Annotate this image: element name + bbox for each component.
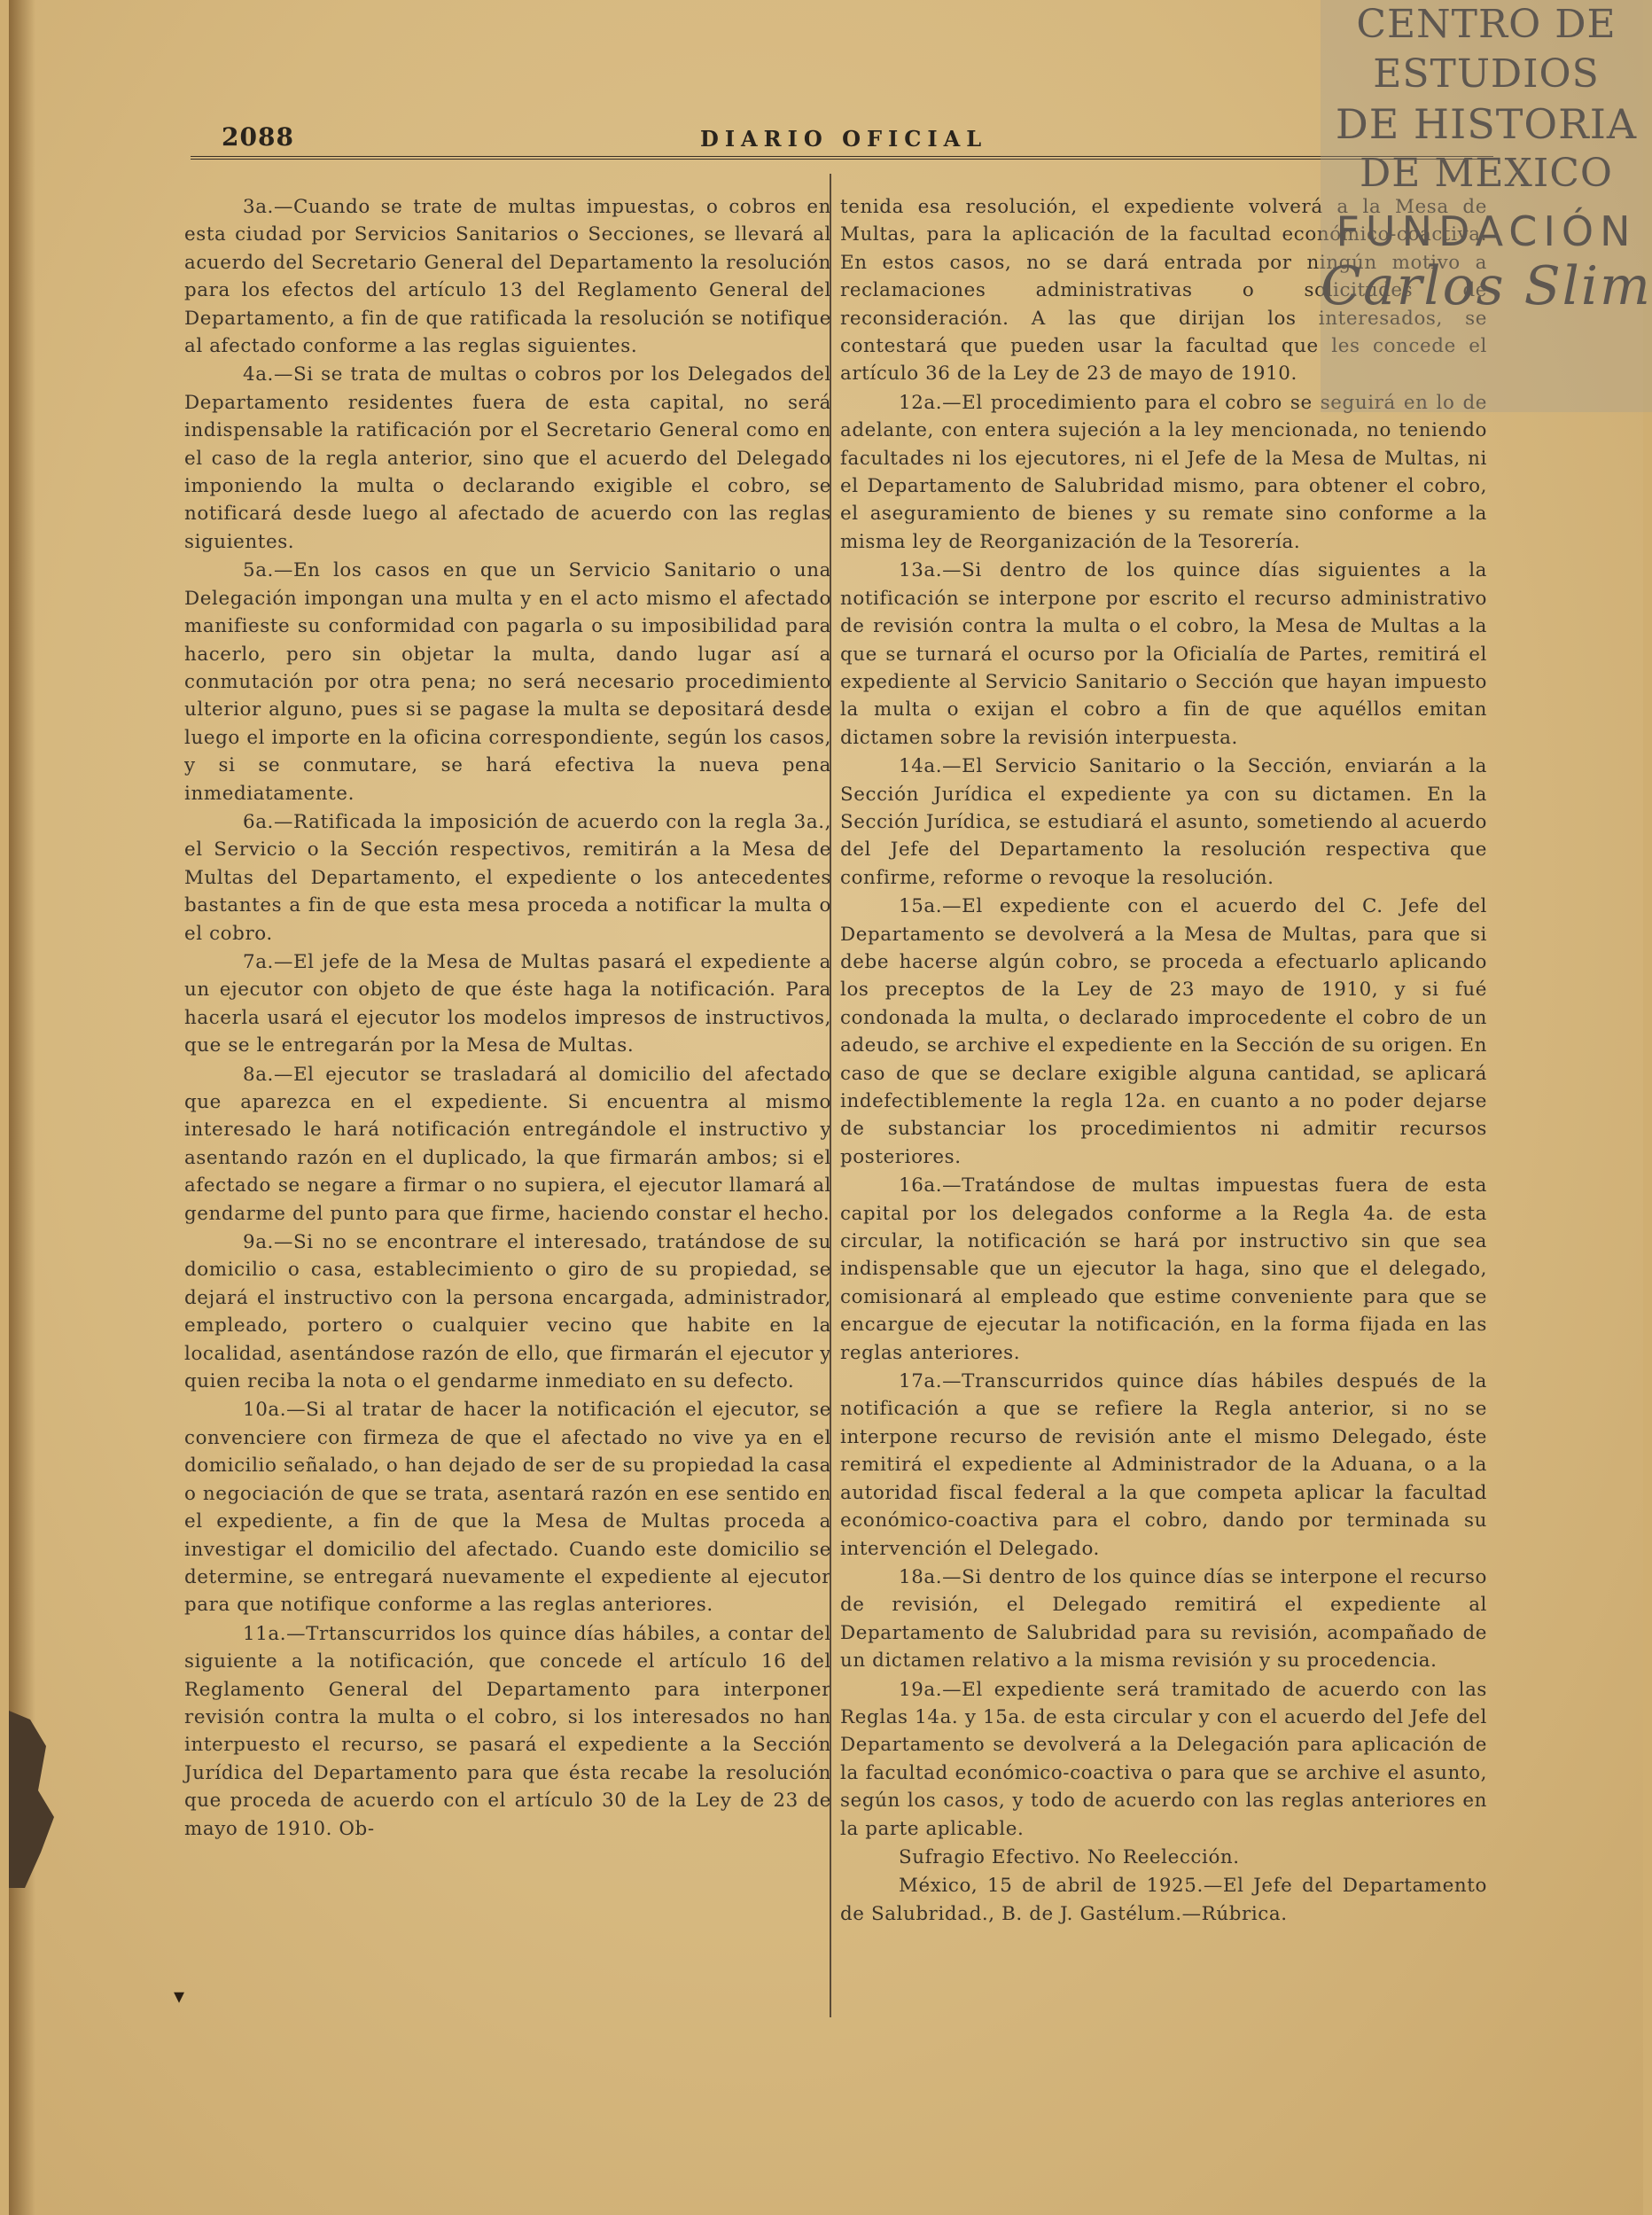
watermark-line: ESTUDIOS [1373,51,1600,97]
column-divider [830,174,831,2017]
watermark-foundation: FUNDACIÓN [1336,207,1637,255]
page-header [222,117,1507,161]
rule-paragraph: tenida esa resolución, el expediente volverá a la Mesa de Multas, para la aplicación de la facultad económico-coactiva. En estos casos, no se dará entrada por ningún motivo a reclamaciones administrativas o solicitudes de reconsideración. A las que dirijan los interesados, se contestará que pueden usar la facultad que les concede el artículo 36 de la Ley de 23 de mayo de 1910. [840,196,1487,386]
left-column [184,193,831,1844]
rule-paragraph: 17a.—Transcurridos quince días hábiles después de la notificación a que se refiere la Regla anterior, si no se interpone recurso de revisión ante el mismo Delegado, éste remitirá el expediente al Administrador de la Aduana, o a la autoridad fiscal federal a la que competa aplicar la facultad económico-coactiva para el cobro, dando por terminada su intervención el Delegado. [840,1370,1487,1560]
header-rule [191,156,1493,160]
rule-paragraph: 18a.—Si dentro de los quince días se interpone el recurso de revisión, el Delegado remitirá el expediente al Departamento de Salubridad para su revisión, acompañado de un dictamen relativo a la misma revisión y su procedencia. [840,1565,1487,1673]
rule-paragraph: 11a.—Trtanscurridos los quince días hábiles, a contar del siguiente a la notificación, que concede el artículo 16 del Reglamento General del Departamento para interponer revisión contra la multa o el cobro, si los interesados no han interpuesto el recurso, se pasará el expediente a la Sección Jurídica del Departamento para que ésta recabe la resolución que proceda de acuerdo con el artículo 30 de la Ley de 23 de mayo de 1910. Ob- [184,1622,831,1840]
watermark-line: DE HISTORIA [1335,100,1638,148]
rule-paragraph: 8a.—El ejecutor se trasladará al domicilio del afectado que aparezca en el expediente. Si encuentra al mismo interesado le hará notificación entregándole el instructivo y asentando razón en el duplicado, la que firmarán ambos; si el afectado se negare a firmar o no supiera, el ejecutor llamará al gendarme del punto para que firme, haciendo constar el hecho. [184,1063,831,1225]
signature-line: México, 15 de abril de 1925.—El Jefe del Departamento de Salubridad., B. de J. Gastélum.—Rúbrica. [840,1875,1487,1925]
rule-paragraph: 14a.—El Servicio Sanitario o la Sección, enviarán a la Sección Jurídica el expediente ya con su dictamen. En la Sección Jurídica, se estudiará el asunto, sometiendo al acuerdo del Jefe del Departamento la resolución respectiva que confirme, reforme o revoque la resolución. [840,755,1487,889]
rule-paragraph: 16a.—Tratándose de multas impuestas fuera de esta capital por los delegados conforme a la Regla 4a. de esta circular, la notificación se hará por instructivo sin que sea indispensable que un ejecutor la haga, sino que el delegado, comisionará al empleado que estime conveniente para que se encargue de ejecutar la notificación, en la forma fijada en las reglas anteriores. [840,1174,1487,1364]
rule-paragraph: 6a.—Ratificada la imposición de acuerdo con la regla 3a., el Servicio o la Sección respectivos, remitirán a la Mesa de Multas del Departamento, el expediente o los antecedentes bastantes a fin de que esta mesa proceda a notificar la multa o el cobro. [184,810,831,945]
rule-paragraph: 5a.—En los casos en que un Servicio Sanitario o una Delegación impongan una multa y en el acto mismo el afectado manifieste su conformidad con pagarla o su imposibilidad para hacerlo, pero sin objetar la multa, dando lugar así a conmutación por otra pena; no será necesario procedimiento ulterior alguno, pues si se pagase la multa se depositará desde luego el importe en la oficina correspondiente, según los casos, y si se conmutare, se hará efectiva la nueva pena inmediatamente. [184,559,831,805]
rule-paragraph: 13a.—Si dentro de los quince días siguientes a la notificación se interpone por escrito el recurso administrativo de revisión contra la multa o el cobro, la Mesa de Multas a la que se turnará el ocurso por la Oficialía de Partes, remitirá el expediente al Servicio Sanitario o Sección que hayan impuesto la multa o exijan el cobro a fin de que aquéllos emitan dictamen sobre la revisión interpuesta. [840,559,1487,749]
rule-paragraph: 15a.—El expediente con el acuerdo del C. Jefe del Departamento se devolverá a la Mesa de Multas, para que si debe hacerse algún cobro, se proceda a efectuarlo aplicando los preceptos de la Ley de 23 mayo de 1910, y si fué condonada la multa, o declarado improcedente el cobro de un adeudo, se archive el expediente en la Sección de su origen. En caso de que se declare exigible alguna cantidad, se aplicará indefectiblemente la regla 12a. en cuanto a no poder dejarse de substanciar los procedimientos ni admitir recursos posteriores. [840,895,1487,1168]
rule-paragraph: 12a.—El procedimiento para el cobro se seguirá en lo de adelante, con entera sujeción a la ley mencionada, no teniendo facultades ni los ejecutores, ni el Jefe de la Mesa de Multas, ni el Departamento de Salubridad mismo, para obtener el cobro, el aseguramiento de bienes y su remate sino conforme a la misma ley de Reorganización de la Tesorería. [840,391,1487,553]
watermark-signature: Carlos Slim [1321,255,1652,317]
torn-edge [9,1711,62,1888]
closing-motto: Sufragio Efectivo. No Reelección. [899,1845,1240,1868]
rule-paragraph: 4a.—Si se trata de multas o cobros por los Delegados del Departamento residentes fuera de esta capital, no será indispensable la ratificación por el Secretario General como en el caso de la regla anterior, sino que el acuerdo del Delegado imponiendo la multa o declarando exigible el cobro, se notificará desde luego al afectado de acuerdo con las reglas siguientes. [184,363,831,553]
page-number: 2088 [222,122,294,152]
rule-paragraph: 10a.—Si al tratar de hacer la notificación el ejecutor, se convenciere con firmeza de que el afectado no vive ya en el domicilio señalado, o han dejado de ser de su propiedad la casa o negociación de que se trata, asentará razón en ese sentido en el expediente, a fin de que la Mesa de Multas proceda a investigar el domicilio del afectado. Cuando este domicilio se determine, se entregará nuevamente el expediente al ejecutor para que notifique conforme a las reglas anteriores. [184,1399,831,1617]
watermark-line: DE MEXICO [1360,151,1613,196]
rule-paragraph: 7a.—El jefe de la Mesa de Multas pasará el expediente a un ejecutor con objeto de que éste haga la notificación. Para hacerla usará el ejecutor los modelos impresos de instructivos, que se le entregarán por la Mesa de Multas. [184,950,831,1057]
ink-mark: ▾ [174,1984,185,2008]
rule-paragraph: 9a.—Si no se encontrare el interesado, tratándose de su domicilio o casa, establecimiento o giro de su propiedad, se dejará el instructivo con la persona encargada, administrador, empleado, portero o cualquier vecino que habite en la localidad, asentándose razón de ello, que firmarán el ejecutor y quien reciba la nota o el gendarme inmediato en su defecto. [184,1231,831,1393]
watermark-line: CENTRO DE [1356,2,1617,47]
newspaper-title: DIARIO OFICIAL [700,126,988,152]
archive-watermark [1321,0,1652,412]
right-column [840,193,1487,1929]
rule-paragraph: 3a.—Cuando se trate de multas impuestas, o cobros en esta ciudad por Servicios Sanitarios o Secciones, se llevará al acuerdo del Secretario General del Departamento la resolución para los efectos del artículo 13 del Reglamento General del Departamento, a fin de que ratificada la resolución se notifique al afectado conforme a las reglas siguientes. [184,196,831,358]
rule-paragraph: 19a.—El expediente será tramitado de acuerdo con las Reglas 14a. y 15a. de esta circular y con el acuerdo del Jefe del Departamento se devolverá a la Delegación para aplicación de la facultad económico-coactiva o para que se archive el asunto, según los casos, y todo de acuerdo con las reglas anteriores en la parte aplicable. [840,1678,1487,1840]
